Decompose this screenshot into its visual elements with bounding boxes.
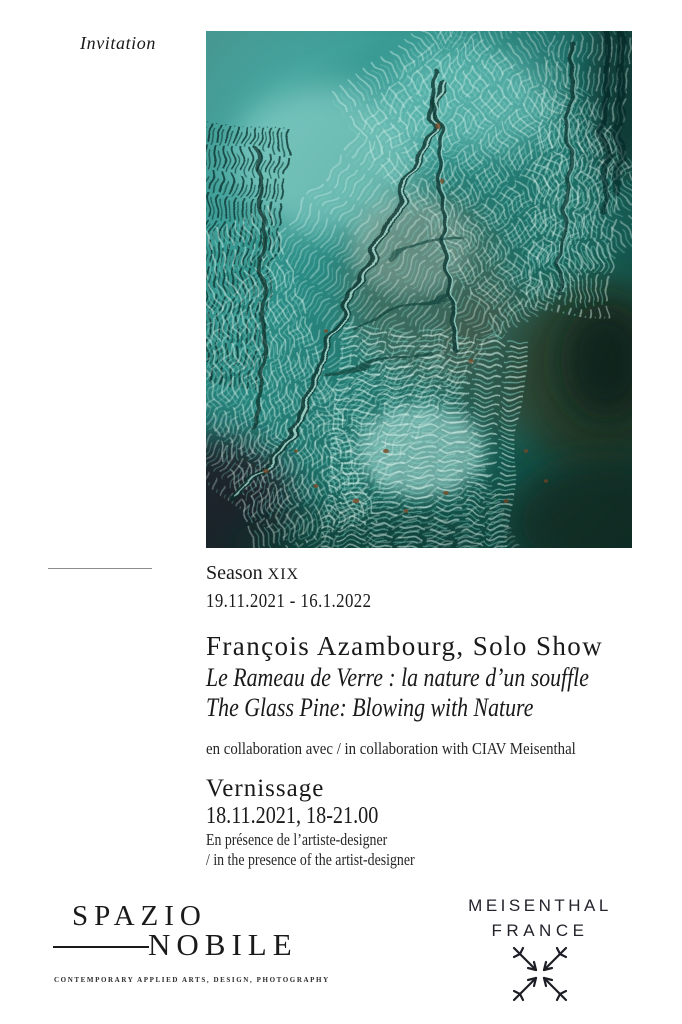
meisenthal-logo-word2: FRANCE: [491, 921, 589, 940]
season-line: [206, 563, 299, 583]
season-dates: 19.11.2021 - 16.1.2022: [206, 590, 372, 612]
meisenthal-logo: [445, 897, 635, 1008]
spazio-nobile-logo-word2: NOBILE: [148, 927, 298, 962]
vernissage-datetime: 18.11.2021, 18-21.00: [206, 803, 379, 829]
invitation-label: Invitation: [80, 33, 156, 53]
season-label: Season: [206, 562, 263, 584]
collaboration-note: en collaboration avec / in collaboration with CIAV Meisenthal: [206, 739, 576, 758]
spazio-nobile-logo-word1: SPAZIO: [72, 900, 207, 932]
glass-pine-artwork-svg: [206, 31, 632, 548]
divider-rule: [48, 568, 152, 569]
presence-note-en: / in the presence of the artist-designer: [206, 850, 415, 869]
vernissage-heading: Vernissage: [206, 775, 325, 802]
exhibition-subtitle-fr: Le Rameau de Verre : la nature d’un souffle: [206, 663, 589, 692]
spazio-nobile-tagline: CONTEMPORARY APPLIED ARTS, DESIGN, PHOTOGRAPHY: [54, 976, 330, 984]
exhibition-title: François Azambourg, Solo Show: [206, 631, 604, 661]
spazio-nobile-logo-rule: [53, 946, 149, 948]
converging-arrows-icon: [445, 944, 635, 1008]
presence-note-fr: En présence de l’artiste-designer: [206, 830, 388, 849]
exhibition-artwork: [206, 31, 632, 548]
meisenthal-logo-word1: MEISENTHAL: [468, 896, 612, 915]
exhibition-subtitle-en: The Glass Pine: Blowing with Nature: [206, 693, 534, 722]
season-numeral: XIX: [267, 566, 300, 583]
